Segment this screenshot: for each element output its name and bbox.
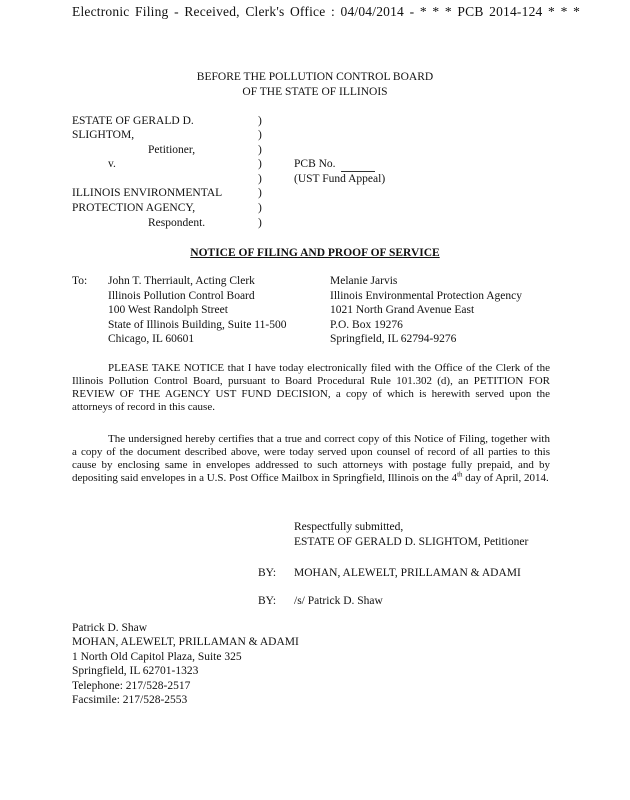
caption-respondent-line-2: PROTECTION AGENCY, <box>72 202 196 214</box>
caption-petitioner-role: Petitioner, <box>148 144 196 156</box>
recipient-line: Illinois Pollution Control Board <box>108 290 255 302</box>
recipient-line: Springfield, IL 62794-9276 <box>330 333 457 345</box>
notice-paragraph-text: PLEASE TAKE NOTICE that I have today electronically filed with the Office of the Clerk of the Illinois Pollution Control Board, pursuant to Board Procedural Rule 101.302 (d), an PETITION FOR REVIEW OF THE AGENCY UST FUND DECISION, a copy of which is herewith served upon the attorneys of record in this cause. <box>72 362 550 413</box>
court-title-line-2: OF THE STATE OF ILLINOIS <box>242 86 388 98</box>
case-number-blank <box>341 161 375 172</box>
court-title-line-1: BEFORE THE POLLUTION CONTROL BOARD <box>196 71 434 83</box>
contact-line: Telephone: 217/528-2517 <box>72 680 191 692</box>
caption-paren: ) <box>258 158 262 170</box>
signing-party: ESTATE OF GERALD D. SLIGHTOM, Petitioner <box>294 536 529 548</box>
by-label: BY: <box>258 595 277 607</box>
contact-line: Facsimile: 217/528-2553 <box>72 694 188 706</box>
recipient-line: Melanie Jarvis <box>330 275 398 287</box>
case-type: (UST Fund Appeal) <box>294 173 386 185</box>
certification-text: The undersigned hereby certifies that a true and correct copy of this Notice of Filing, together with a copy of the document described above, were today served upon counsel of record of all parties to this cause by enclosing same in envelopes addressed to such attorneys with postage fully prepaid, and by depositing said envelopes in a U.S. Post Office Mailbox in Springfield, Illinois on the 4 <box>72 433 550 484</box>
contact-line: MOHAN, ALEWELT, PRILLAMAN & ADAMI <box>72 636 299 648</box>
recipient-line: Chicago, IL 60601 <box>108 333 195 345</box>
caption-paren: ) <box>258 202 262 214</box>
closing: Respectfully submitted, <box>294 521 404 533</box>
caption-respondent-line-1: ILLINOIS ENVIRONMENTAL <box>72 187 223 199</box>
to-label: To: <box>72 275 88 287</box>
caption-petitioner-line-2: SLIGHTOM, <box>72 129 135 141</box>
caption-paren: ) <box>258 115 262 127</box>
certification-text-end: day of April, 2014. <box>462 472 549 484</box>
recipient-line: John T. Therriault, Acting Clerk <box>108 275 255 287</box>
caption-versus: v. <box>108 158 116 170</box>
caption-paren: ) <box>258 173 262 185</box>
recipient-line: P.O. Box 19276 <box>330 319 403 331</box>
law-firm: MOHAN, ALEWELT, PRILLAMAN & ADAMI <box>294 567 521 579</box>
recipient-line: 1021 North Grand Avenue East <box>330 304 475 316</box>
certification-paragraph <box>72 433 550 485</box>
caption-paren: ) <box>258 129 262 141</box>
caption-paren: ) <box>258 144 262 156</box>
by-label: BY: <box>258 567 277 579</box>
caption-paren: ) <box>258 217 262 229</box>
contact-line: 1 North Old Capitol Plaza, Suite 325 <box>72 651 242 663</box>
recipient-line: State of Illinois Building, Suite 11-500 <box>108 319 287 331</box>
filing-stamp: Electronic Filing - Received, Clerk's Office : 04/04/2014 - * * * PCB 2014-124 * * * <box>72 4 581 19</box>
caption-petitioner-line-1: ESTATE OF GERALD D. <box>72 115 194 127</box>
notice-title: NOTICE OF FILING AND PROOF OF SERVICE <box>190 247 440 259</box>
ordinal-suffix: th <box>457 470 463 479</box>
caption-paren: ) <box>258 187 262 199</box>
notice-paragraph <box>72 362 550 414</box>
case-number-label: PCB No. <box>294 158 336 170</box>
electronic-signature: /s/ Patrick D. Shaw <box>294 595 383 607</box>
contact-line: Springfield, IL 62701-1323 <box>72 665 199 677</box>
caption-respondent-role: Respondent. <box>148 217 206 229</box>
recipient-line: Illinois Environmental Protection Agency <box>330 290 522 302</box>
recipient-line: 100 West Randolph Street <box>108 304 228 316</box>
contact-line: Patrick D. Shaw <box>72 622 148 634</box>
